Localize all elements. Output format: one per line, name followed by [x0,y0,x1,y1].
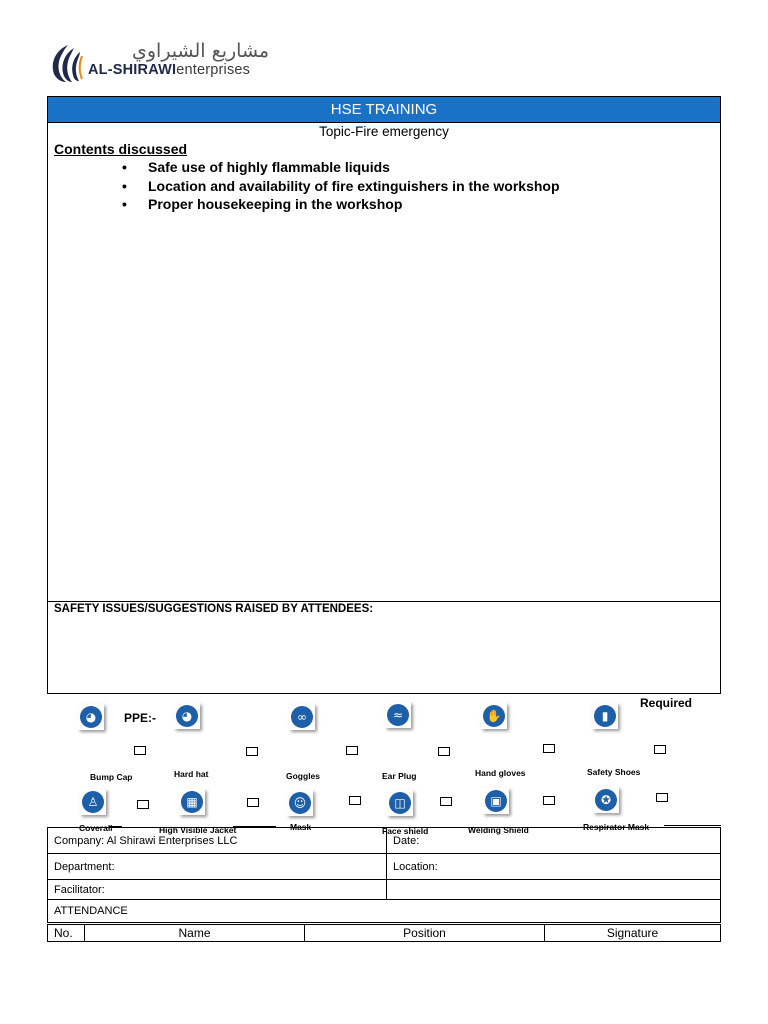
coverall-checkbox[interactable] [137,800,149,809]
list-item: • Safe use of highly flammable liquids [122,158,560,177]
face-shield-label: Face shield [382,826,429,836]
high-visible-jacket-label: High Visible Jacket [159,825,237,835]
goggles-checkbox[interactable] [346,746,358,755]
high-visible-jacket-icon: ▦ [179,789,205,815]
column-header-no: No. [54,926,73,940]
location-field[interactable]: Location: [386,854,720,879]
form-title: HSE TRAINING [48,97,720,123]
company-row [48,828,720,854]
safety-shoes-checkbox[interactable] [654,745,666,754]
hand-gloves-checkbox[interactable] [543,744,555,753]
attendance-table-header [47,924,721,942]
bump-cap-icon: ◕ [78,704,104,730]
divider [664,825,721,826]
topic-line: Topic-Fire emergency [319,124,449,139]
face-shield-checkbox[interactable] [440,797,452,806]
date-field[interactable]: Date: [386,828,720,853]
blank-field[interactable] [386,880,720,899]
logo-arabic-text: مشاريع الشيراوي [132,40,270,62]
hard-hat-label: Hard hat [174,769,209,779]
ppe-label: PPE:- [124,711,157,725]
company-logo [48,40,270,86]
bump-cap-label: Bump Cap [90,772,133,782]
ear-plug-checkbox[interactable] [438,747,450,756]
hard-hat-icon: ◕ [174,703,200,729]
respirator-mask-label: Respirator Mask [583,822,650,832]
bump-cap-checkbox[interactable] [134,746,146,755]
coverall-icon: ♙ [80,789,106,815]
face-shield-icon: ◫ [387,790,413,816]
coverall-label: Coverall [79,823,113,833]
column-header-signature: Signature [544,925,720,941]
goggles-icon: ∞ [289,704,315,730]
facilitator-row [48,880,720,900]
mask-label: Mask [290,822,312,832]
safety-shoes-label: Safety Shoes [587,767,641,777]
hand-gloves-label: Hand gloves [475,768,526,778]
list-item: • Proper housekeeping in the workshop [122,195,560,214]
department-row [48,854,720,880]
mask-icon: ☺ [287,790,313,816]
info-block [47,827,721,923]
ear-plug-icon: ≈ [385,702,411,728]
suggestions-area[interactable] [48,601,720,694]
training-form [47,96,721,694]
required-label: Required [640,696,693,710]
ppe-section [47,694,721,844]
hand-gloves-icon: ✋ [481,703,507,729]
welding-shield-icon: ▣ [483,788,509,814]
facilitator-field[interactable]: Facilitator: [54,884,105,896]
welding-shield-checkbox[interactable] [543,796,555,805]
department-field[interactable]: Department: [54,861,115,873]
logo-name-bold: AL-SHIRAWI [88,62,177,78]
contents-list [122,158,560,214]
logo-mark-icon [48,42,86,84]
company-field[interactable]: Company: Al Shirawi Enterprises LLC [54,835,238,847]
high-visible-jacket-checkbox[interactable] [247,798,259,807]
goggles-label: Goggles [286,771,321,781]
attendance-label: ATTENDANCE [54,905,128,917]
column-header-position: Position [304,925,544,941]
suggestions-label: SAFETY ISSUES/SUGGESTIONS RAISED BY ATTENDEES: [54,603,374,615]
attendance-row [48,900,720,922]
logo-english-text [88,62,250,78]
list-item: • Location and availability of fire extinguishers in the workshop [122,177,560,196]
logo-name-rest: enterprises [176,62,251,78]
respirator-mask-checkbox[interactable] [656,793,668,802]
contents-heading: Contents discussed [54,141,188,157]
ear-plug-label: Ear Plug [382,771,417,781]
mask-checkbox[interactable] [349,796,361,805]
welding-shield-label: Welding Shield [468,825,529,835]
respirator-mask-icon: ✪ [593,787,619,813]
safety-shoes-icon: ▮ [592,703,618,729]
hard-hat-checkbox[interactable] [246,747,258,756]
column-header-name: Name [84,925,304,941]
